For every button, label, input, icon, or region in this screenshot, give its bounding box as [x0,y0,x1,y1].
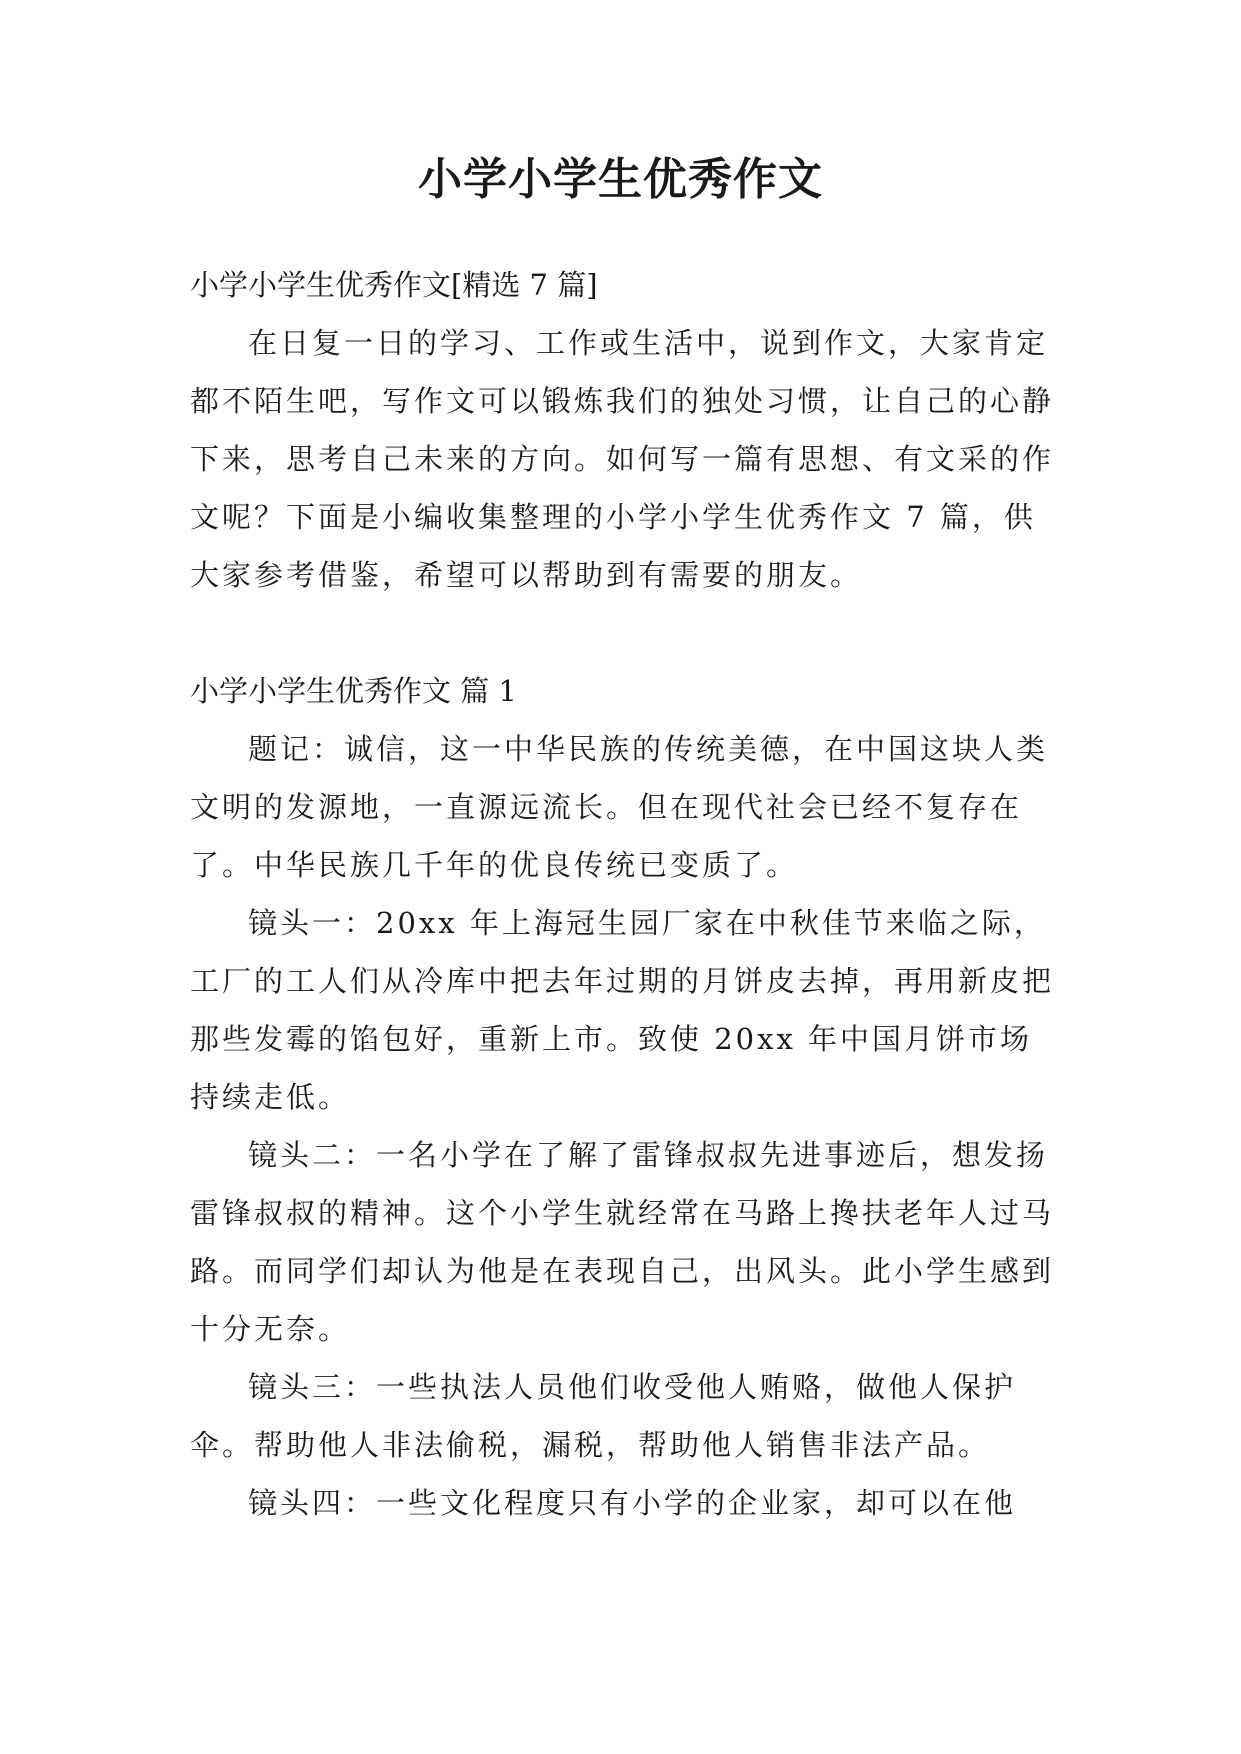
section-1-scene-4: 镜头四：一些文化程度只有小学的企业家，却可以在他 [248,1486,1017,1520]
document-title: 小学小学生优秀作文 [418,154,823,205]
section-1-heading: 小学小学生优秀作文 篇 1 [190,674,517,708]
document-body [190,256,1056,1532]
intro-paragraph: 在日复一日的学习、工作或生活中，说到作文，大家肯定都不陌生吧，写作文可以锻炼我们的独处习惯，让自己的心静下来，思考自己未来的方向。如何写一篇有思想、有文采的作文呢？下面是小编收集整理的小学小学生优秀作文 7 篇，供大家参考借鉴，希望可以帮助到有需要的朋友。 [190,326,1055,592]
section-1-scene-2: 镜头二：一名小学在了解了雷锋叔叔先进事迹后，想发扬雷锋叔叔的精神。这个小学生就经常在马路上搀扶老年人过马路。而同学们却认为他是在表现自己，出风头。此小学生感到十分无奈。 [190,1138,1055,1346]
section-1-epigraph: 题记：诚信，这一中华民族的传统美德，在中国这块人类文明的发源地，一直源远流长。但在现代社会已经不复存在了。中华民族几千年的优良传统已变质了。 [190,732,1049,882]
section-1-scene-3: 镜头三：一些执法人员他们收受他人贿赂，做他人保护伞。帮助他人非法偷税，漏税，帮助他人销售非法产品。 [190,1370,1017,1462]
section-spacer [190,604,1056,662]
intro-heading: 小学小学生优秀作文[精选 7 篇] [190,268,598,302]
section-1-scene-1: 镜头一：20xx 年上海冠生园厂家在中秋佳节来临之际，工厂的工人们从冷库中把去年过期的月饼皮去掉，再用新皮把那些发霉的馅包好，重新上市。致使 20xx 年中国月饼市场持续走低。 [190,906,1055,1114]
